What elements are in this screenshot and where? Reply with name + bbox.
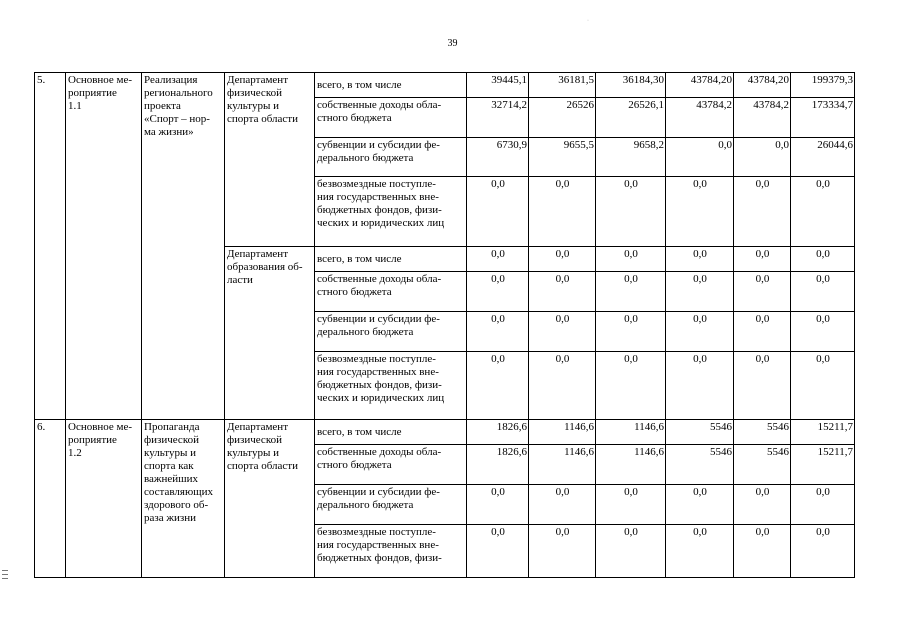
department-cell (225, 420, 315, 578)
text-line: культуры и (227, 100, 279, 112)
value-cell: 5546 (734, 445, 791, 485)
text-line: дерального бюджета (317, 152, 414, 164)
source-label (315, 98, 467, 138)
text-line: роприятие (68, 434, 117, 446)
value-cell: 15211,7 (791, 445, 855, 485)
source-label (315, 177, 467, 247)
source-label (315, 352, 467, 420)
text-line: Департамент (227, 74, 289, 86)
text-line: Основное ме- (68, 74, 133, 86)
value-cell: 0,0 (666, 272, 734, 312)
value-cell: 5546 (666, 445, 734, 485)
value-cell: 6730,9 (467, 138, 529, 177)
value-cell: 0,0 (666, 177, 734, 247)
value-cell: 36181,5 (529, 73, 596, 98)
text-line: Основное ме- (68, 421, 133, 433)
value-cell: 0,0 (666, 247, 734, 272)
value-cell: 26044,6 (791, 138, 855, 177)
value-cell: 0,0 (467, 352, 529, 420)
value-cell: 0,0 (467, 247, 529, 272)
department-cell (225, 247, 315, 420)
scan-dot: · (587, 18, 589, 24)
value-cell: 0,0 (666, 352, 734, 420)
text-line: стного бюджета (317, 459, 392, 471)
value-cell: 32714,2 (467, 98, 529, 138)
value-cell: 15211,7 (791, 420, 855, 445)
value-cell: 0,0 (734, 352, 791, 420)
value-cell: 0,0 (529, 177, 596, 247)
value-cell: 1826,6 (467, 420, 529, 445)
text-line: бюджетных фондов, физи- (317, 379, 442, 391)
value-cell: 0,0 (596, 177, 666, 247)
text-line: «Спорт – нор- (144, 113, 210, 125)
value-cell: 0,0 (791, 312, 855, 352)
text-line: культуры и (144, 447, 196, 459)
value-cell: 0,0 (529, 485, 596, 525)
value-cell: 0,0 (596, 525, 666, 578)
value-cell: 9658,2 (596, 138, 666, 177)
text-line: собственные доходы обла- (317, 99, 442, 111)
text-line: образования об- (227, 261, 303, 273)
value-cell: 39445,1 (467, 73, 529, 98)
value-cell: 1146,6 (529, 445, 596, 485)
value-cell: 1146,6 (596, 420, 666, 445)
measure-cell (66, 73, 142, 420)
text-line: спорта как (144, 460, 194, 472)
text-line: раза жизни (144, 512, 196, 524)
measure-name-cell (142, 420, 225, 578)
text-line: важнейших (144, 473, 199, 485)
text-line: собственные доходы обла- (317, 446, 442, 458)
value-cell: 26526 (529, 98, 596, 138)
text-line: спорта области (227, 460, 298, 472)
value-cell: 0,0 (734, 525, 791, 578)
text-line: спорта области (227, 113, 298, 125)
value-cell: 0,0 (791, 352, 855, 420)
text-line: субвенции и субсидии фе- (317, 313, 440, 325)
value-cell: 0,0 (529, 352, 596, 420)
text-line: бюджетных фондов, физи- (317, 204, 442, 216)
source-label: всего, в том числе (315, 247, 467, 272)
value-cell: 0,0 (734, 247, 791, 272)
table-row (35, 420, 855, 445)
value-cell: 0,0 (791, 247, 855, 272)
text-line: Департамент (227, 421, 289, 433)
text-line: Реализация (144, 74, 198, 86)
text-line: физической (227, 87, 282, 99)
value-cell: 5546 (666, 420, 734, 445)
value-cell: 1146,6 (596, 445, 666, 485)
text-line: 1.2 (68, 447, 82, 459)
text-line: 1.1 (68, 100, 82, 112)
value-cell: 43784,2 (666, 98, 734, 138)
text-line: собственные доходы обла- (317, 273, 442, 285)
text-line: безвозмездные поступле- (317, 526, 436, 538)
value-cell: 5546 (734, 420, 791, 445)
value-cell: 0,0 (467, 177, 529, 247)
text-line: здорового об- (144, 499, 209, 511)
value-cell: 0,0 (596, 272, 666, 312)
value-cell: 1826,6 (467, 445, 529, 485)
value-cell: 0,0 (791, 485, 855, 525)
value-cell: 0,0 (529, 312, 596, 352)
text-line: безвозмездные поступле- (317, 178, 436, 190)
value-cell: 36184,30 (596, 73, 666, 98)
value-cell: 0,0 (666, 485, 734, 525)
text-line: культуры и (227, 447, 279, 459)
value-cell: 26526,1 (596, 98, 666, 138)
value-cell: 0,0 (791, 272, 855, 312)
value-cell: 0,0 (596, 247, 666, 272)
value-cell: 0,0 (666, 312, 734, 352)
text-line: ласти (227, 274, 253, 286)
value-cell: 0,0 (596, 485, 666, 525)
page-number: 39 (447, 38, 458, 49)
text-line: безвозмездные поступле- (317, 353, 436, 365)
source-label (315, 485, 467, 525)
text-line: Пропаганда (144, 421, 200, 433)
source-label (315, 272, 467, 312)
text-line: составляющих (144, 486, 214, 498)
value-cell: 0,0 (734, 485, 791, 525)
value-cell: 0,0 (529, 525, 596, 578)
source-label (315, 312, 467, 352)
row-number: 5. (35, 73, 66, 420)
value-cell: 43784,20 (666, 73, 734, 98)
value-cell: 0,0 (467, 485, 529, 525)
value-cell: 43784,20 (734, 73, 791, 98)
text-line: бюджетных фондов, физи- (317, 552, 442, 564)
value-cell: 43784,2 (734, 98, 791, 138)
text-line: стного бюджета (317, 286, 392, 298)
value-cell: 0,0 (596, 312, 666, 352)
value-cell: 199379,3 (791, 73, 855, 98)
text-line: роприятие (68, 87, 117, 99)
scan-margin-marks (2, 570, 8, 582)
text-line: ния государственных вне- (317, 366, 439, 378)
text-line: дерального бюджета (317, 326, 414, 338)
value-cell: 0,0 (467, 525, 529, 578)
text-line: ческих и юридических лиц (317, 392, 445, 404)
value-cell: 0,0 (467, 312, 529, 352)
text-line: субвенции и субсидии фе- (317, 139, 440, 151)
text-line: Департамент (227, 248, 289, 260)
value-cell: 0,0 (734, 138, 791, 177)
value-cell: 1146,6 (529, 420, 596, 445)
budget-table (34, 72, 855, 578)
text-line: ния государственных вне- (317, 191, 439, 203)
value-cell: 173334,7 (791, 98, 855, 138)
value-cell: 0,0 (596, 352, 666, 420)
text-line: проекта (144, 100, 181, 112)
measure-name-cell (142, 73, 225, 420)
value-cell: 0,0 (734, 272, 791, 312)
value-cell: 0,0 (734, 177, 791, 247)
value-cell: 0,0 (791, 525, 855, 578)
measure-cell (66, 420, 142, 578)
text-line: ма жизни» (144, 126, 194, 138)
value-cell: 0,0 (734, 312, 791, 352)
text-line: стного бюджета (317, 112, 392, 124)
table-row (35, 73, 855, 98)
source-label (315, 138, 467, 177)
text-line: физической (227, 434, 282, 446)
text-line: ния государственных вне- (317, 539, 439, 551)
source-label: всего, в том числе (315, 73, 467, 98)
value-cell: 0,0 (791, 177, 855, 247)
text-line: физической (144, 434, 199, 446)
text-line: дерального бюджета (317, 499, 414, 511)
text-line: регионального (144, 87, 213, 99)
row-number: 6. (35, 420, 66, 578)
source-label (315, 445, 467, 485)
value-cell: 0,0 (529, 272, 596, 312)
value-cell: 9655,5 (529, 138, 596, 177)
text-line: субвенции и субсидии фе- (317, 486, 440, 498)
value-cell: 0,0 (666, 525, 734, 578)
value-cell: 0,0 (529, 247, 596, 272)
source-label (315, 525, 467, 578)
department-cell (225, 73, 315, 247)
value-cell: 0,0 (467, 272, 529, 312)
value-cell: 0,0 (666, 138, 734, 177)
source-label: всего, в том числе (315, 420, 467, 445)
text-line: ческих и юридических лиц (317, 217, 445, 229)
